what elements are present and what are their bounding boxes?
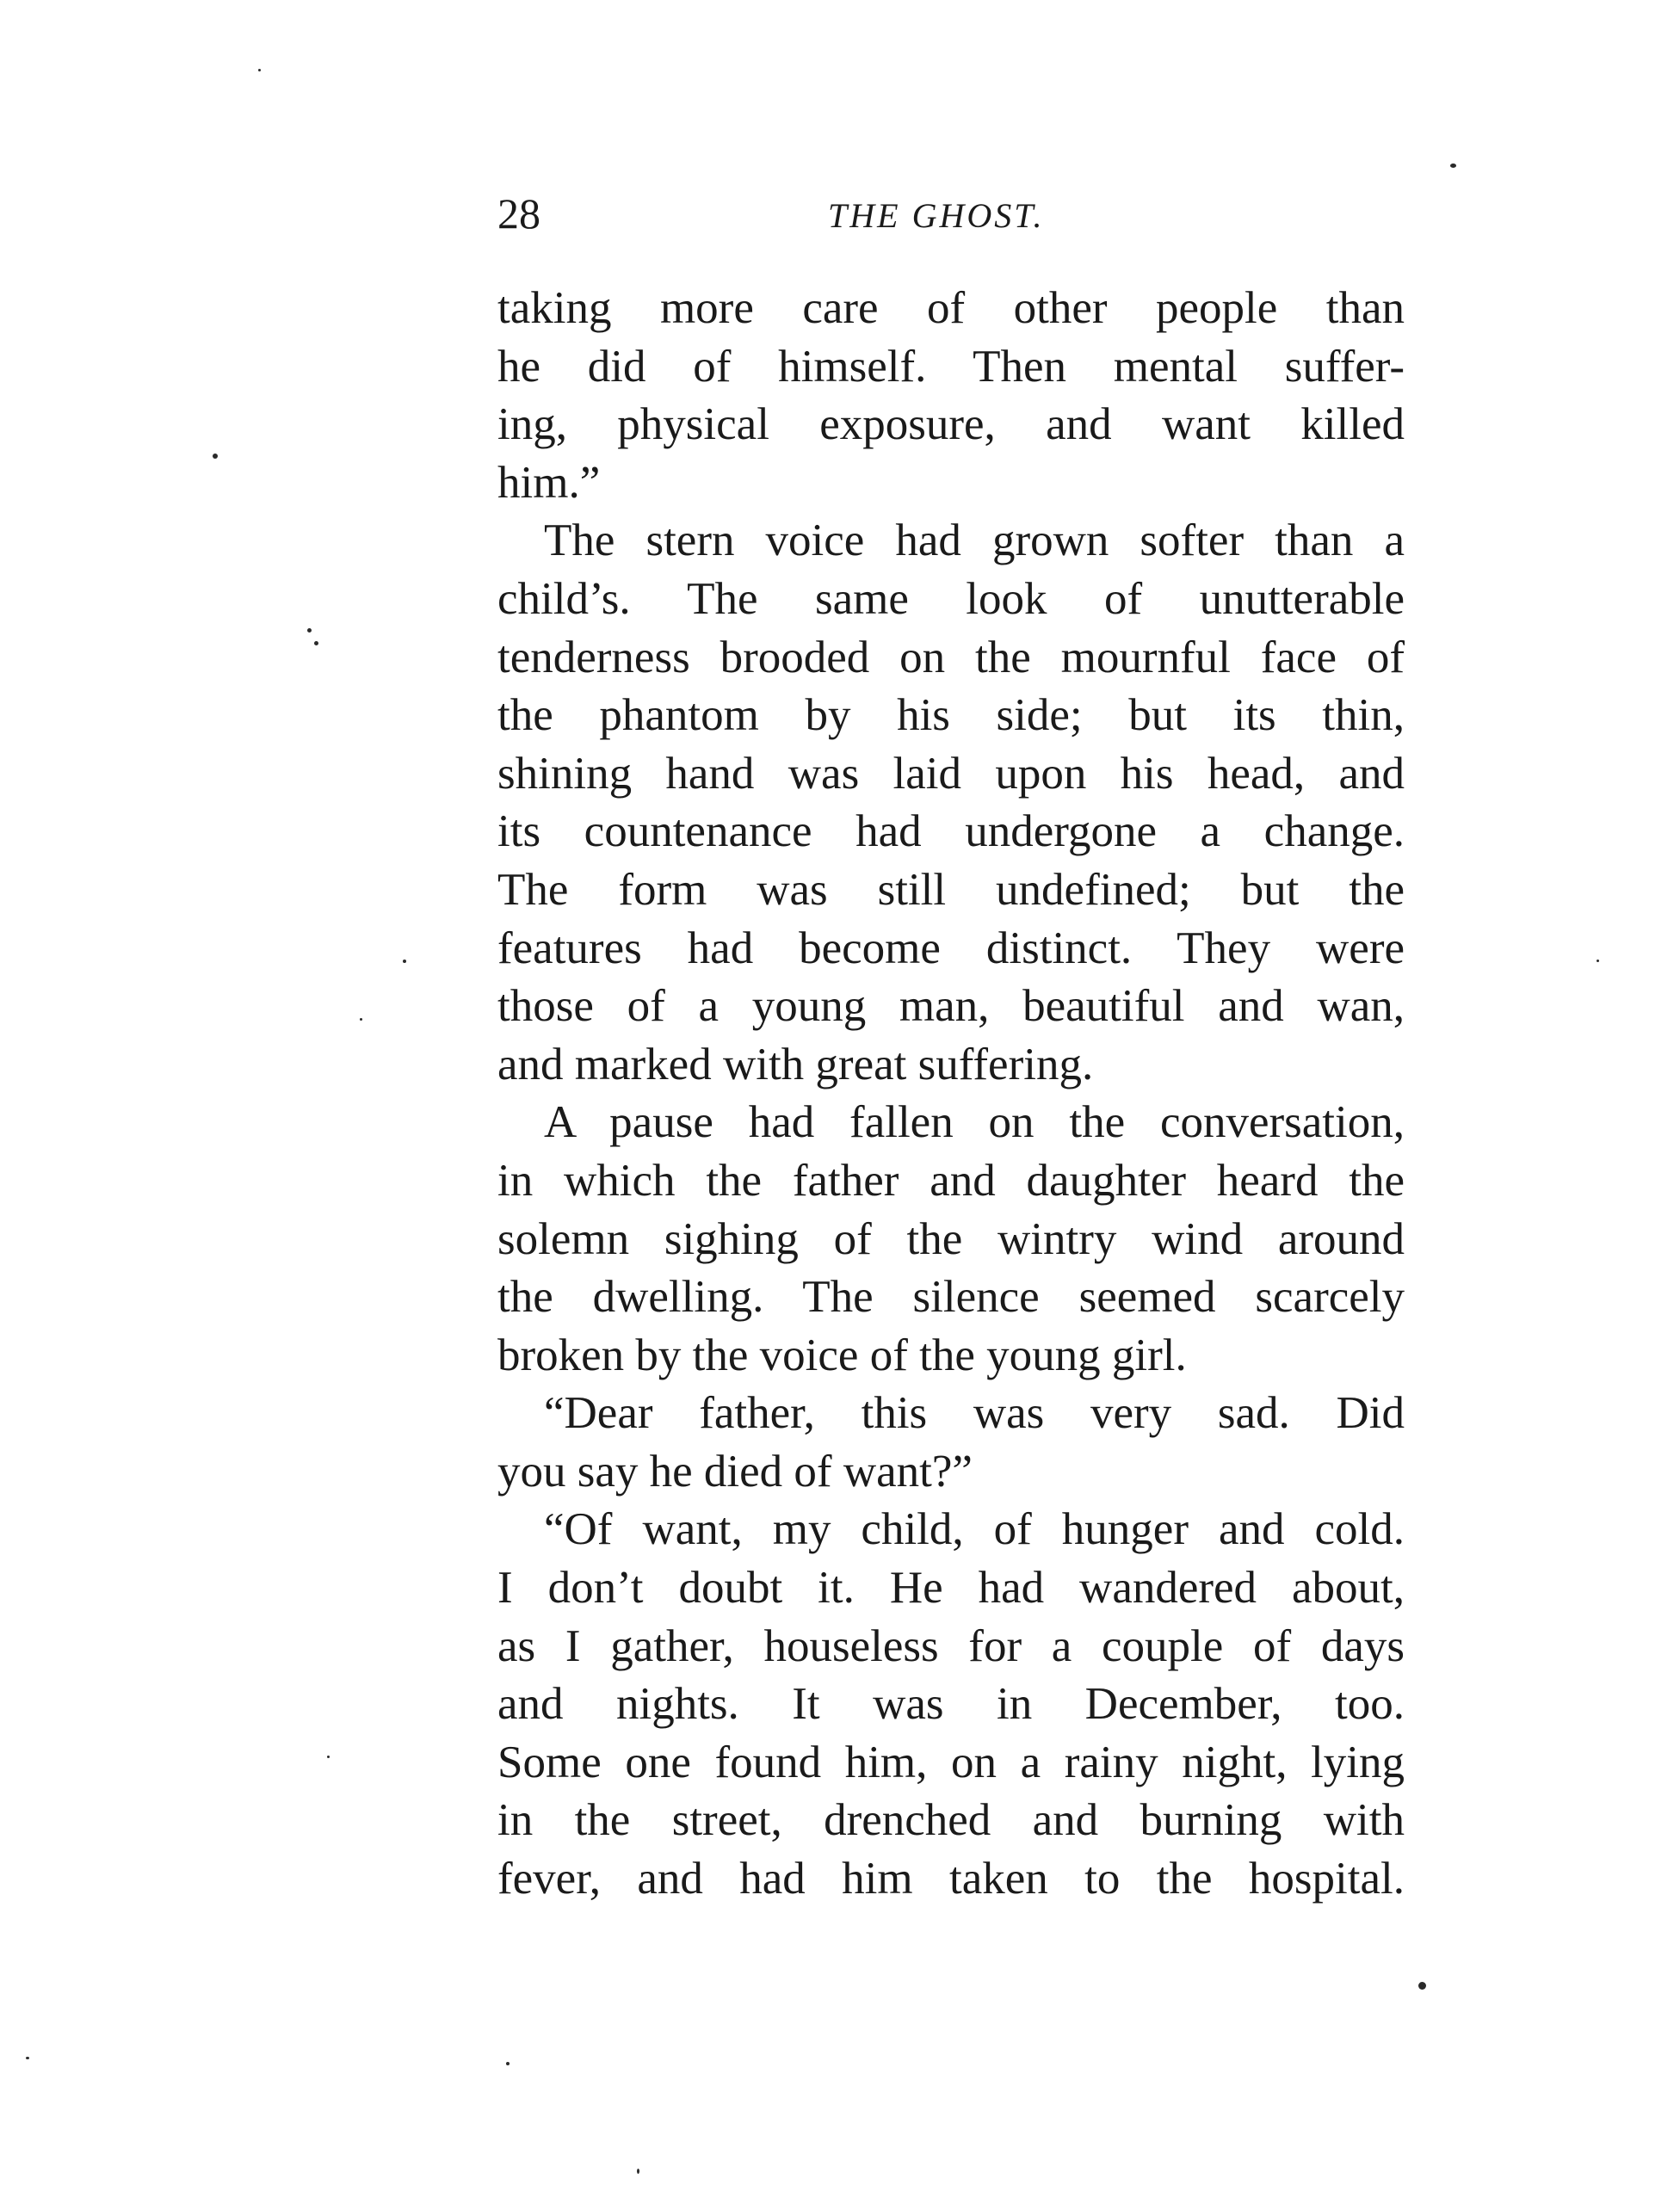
text-line: he did of himself. Then mental suffer- [497,341,1405,392]
scan-speck [327,1756,330,1758]
running-title: THE GHOST. [828,196,1045,235]
scan-speck [307,628,312,633]
text-line: “Of want, my child, of hunger and cold. [544,1504,1405,1555]
scan-speck [1597,960,1599,962]
text-line: the dwelling. The silence seemed scarcely [497,1272,1405,1323]
scan-speck [1450,164,1456,168]
text-line: child’s. The same look of unutterable [497,573,1405,624]
scan-speck [403,960,406,963]
text-line: in which the father and daughter heard the [497,1155,1405,1206]
text-line: features had become distinct. They were [497,923,1405,973]
text-line: and nights. It was in December, too. [497,1679,1405,1730]
text-line: the phantom by his side; but its thin, [497,690,1405,741]
page-header [497,188,1405,248]
text-line: ing, physical exposure, and want killed [497,399,1405,450]
text-line: A pause had fallen on the conversation, [544,1097,1405,1148]
scan-speck [213,454,218,459]
text-line: fever, and had him taken to the hospital. [497,1854,1405,1904]
text-line: I don’t doubt it. He had wandered about, [497,1563,1405,1614]
text-line: solemn sighing of the wintry wind around [497,1213,1405,1264]
text-line: in the street, drenched and burning with [497,1795,1405,1846]
scan-speck [314,641,318,645]
text-line: those of a young man, beautiful and wan, [497,981,1405,1032]
scan-speck [637,2169,639,2174]
scan-speck [26,2057,29,2059]
text-line: and marked with great suffering. [497,1039,1094,1089]
scan-speck [506,2062,510,2065]
body-text [497,280,1405,1909]
text-line: you say he died of want?” [497,1446,973,1497]
page-number: 28 [497,189,540,238]
scan-speck [1418,1982,1426,1990]
text-line: taking more care of other people than [497,283,1405,333]
text-line: him.” [497,457,601,508]
text-line: shining hand was laid upon his head, and [497,748,1405,799]
text-line: its countenance had undergone a change. [497,806,1405,857]
text-line: The form was still undefined; but the [497,864,1405,915]
text-line: tenderness brooded on the mournful face of [497,632,1405,682]
text-line: The stern voice had grown softer than a [544,515,1405,566]
text-line: as I gather, houseless for a couple of days [497,1620,1405,1671]
text-line: broken by the voice of the young girl. [497,1330,1187,1380]
text-line: “Dear father, this was very sad. Did [544,1388,1405,1439]
text-line: Some one found him, on a rainy night, lying [497,1737,1405,1787]
scan-speck [258,69,261,71]
scan-speck [360,1018,362,1021]
